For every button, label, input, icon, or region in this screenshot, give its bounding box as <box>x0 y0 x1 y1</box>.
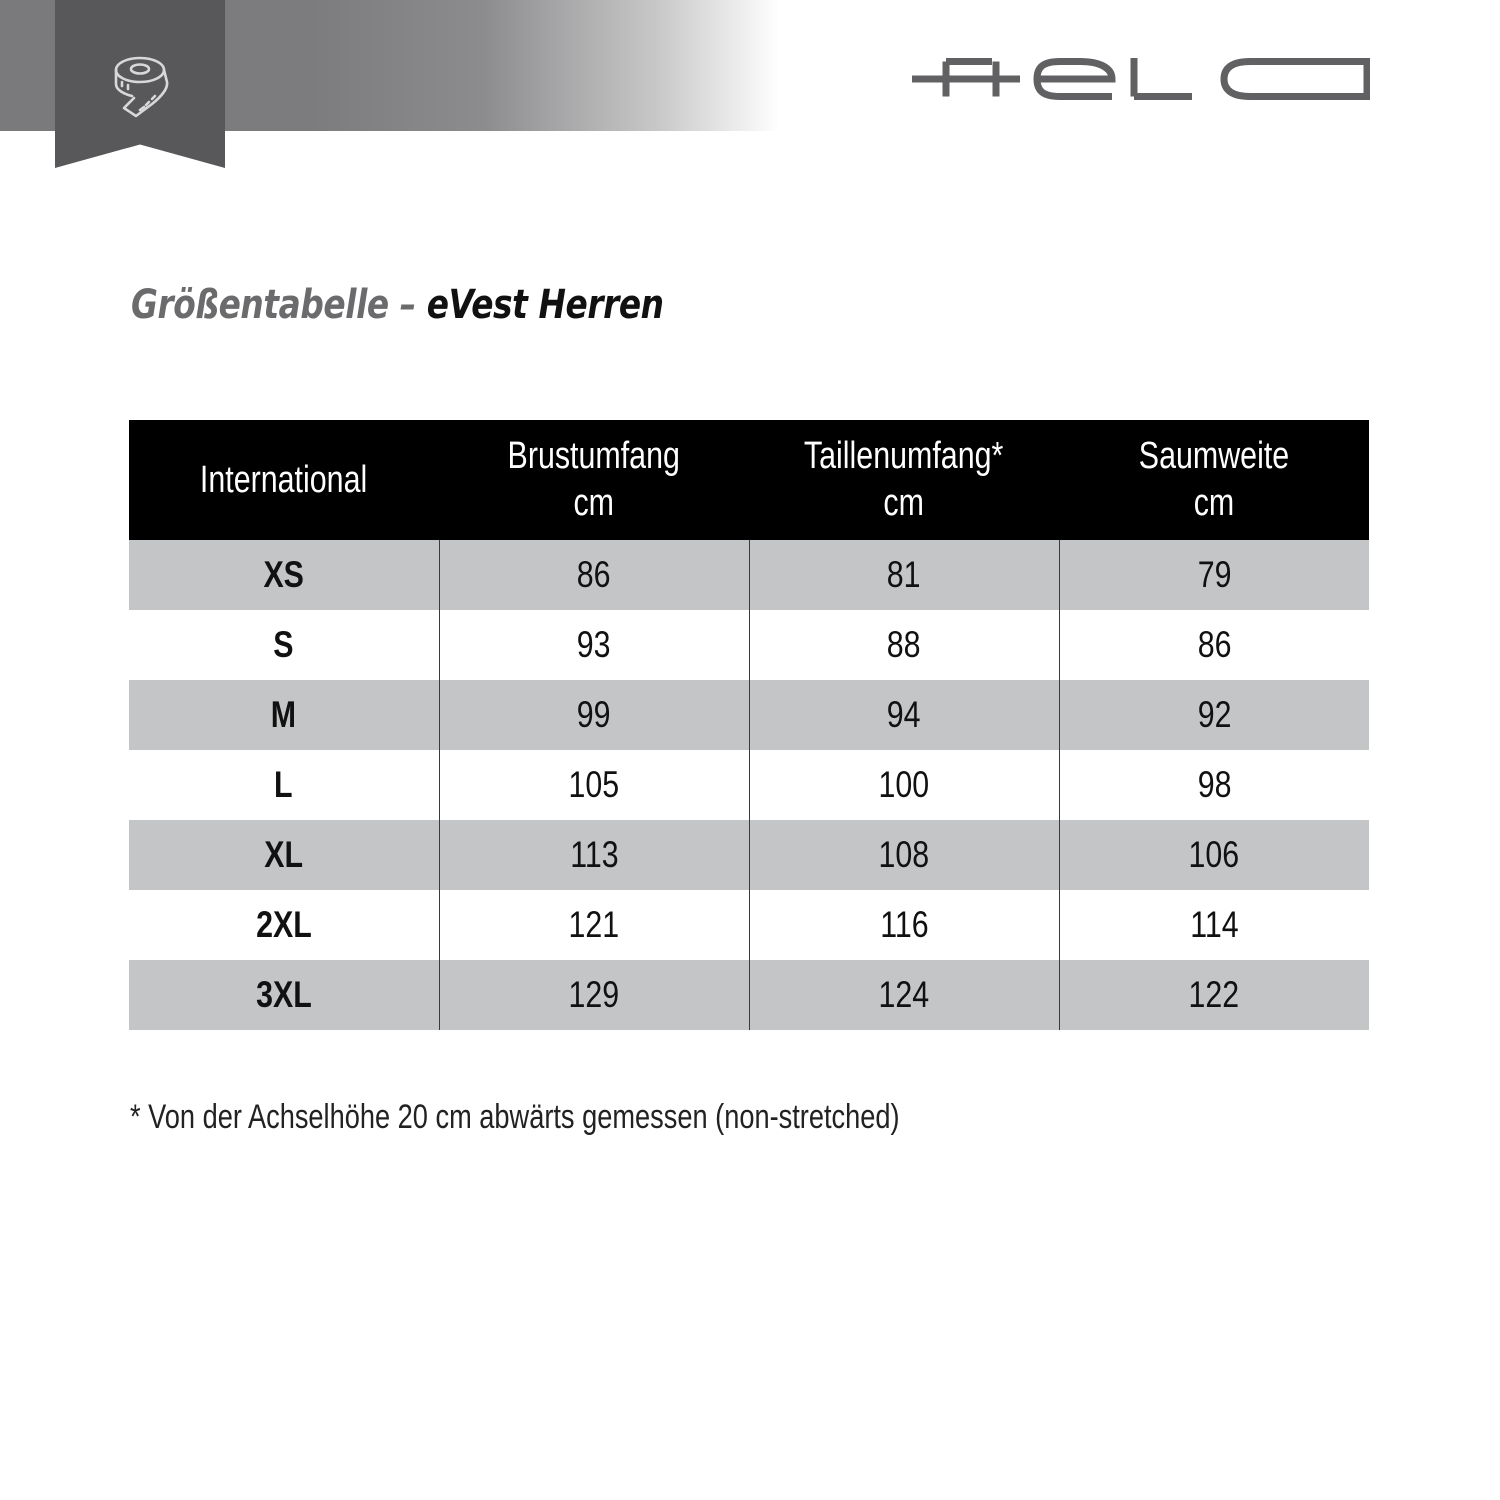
header-brustumfang-unit: cm <box>573 482 615 524</box>
header-taillenumfang-unit: cm <box>883 482 925 524</box>
size-cell: M <box>129 680 439 750</box>
taillenumfang-cell: 81 <box>749 540 1059 610</box>
taillenumfang-cell: 100 <box>749 750 1059 820</box>
brustumfang-cell: 121 <box>439 890 749 960</box>
brustumfang-cell: 99 <box>439 680 749 750</box>
saumweite-cell: 114 <box>1059 890 1369 960</box>
table-row <box>129 890 1369 960</box>
title-prefix: Größentabelle <box>131 282 389 328</box>
taillenumfang-cell: 94 <box>749 680 1059 750</box>
footnote: * Von der Achselhöhe 20 cm abwärts gemessen (non-stretched) <box>130 1098 900 1136</box>
brustumfang-cell: 129 <box>439 960 749 1030</box>
taillenumfang-cell: 116 <box>749 890 1059 960</box>
saumweite-cell: 86 <box>1059 610 1369 680</box>
size-cell: L <box>129 750 439 820</box>
size-cell: XS <box>129 540 439 610</box>
table-row <box>129 750 1369 820</box>
table-row <box>129 540 1369 610</box>
size-cell: 2XL <box>129 890 439 960</box>
saumweite-cell: 92 <box>1059 680 1369 750</box>
table-row <box>129 680 1369 750</box>
brustumfang-cell: 105 <box>439 750 749 820</box>
header-brustumfang <box>439 420 749 540</box>
title-product: eVest Herren <box>426 282 664 328</box>
header-saumweite-unit: cm <box>1193 482 1235 524</box>
header-saumweite-label: Saumweite <box>1138 435 1290 477</box>
size-cell: XL <box>129 820 439 890</box>
size-cell: S <box>129 610 439 680</box>
saumweite-cell: 122 <box>1059 960 1369 1030</box>
table-row <box>129 820 1369 890</box>
header-taillenumfang <box>749 420 1059 540</box>
header-international-label: International <box>200 458 368 501</box>
title-separator: – <box>399 282 416 328</box>
table-row <box>129 960 1369 1030</box>
page-title <box>131 282 664 328</box>
measuring-tape-icon <box>110 52 174 118</box>
header-brustumfang-label: Brustumfang <box>507 435 681 477</box>
header-saumweite <box>1059 420 1369 540</box>
size-chart-table <box>129 420 1369 1030</box>
brustumfang-cell: 93 <box>439 610 749 680</box>
taillenumfang-cell: 88 <box>749 610 1059 680</box>
saumweite-cell: 98 <box>1059 750 1369 820</box>
saumweite-cell: 106 <box>1059 820 1369 890</box>
saumweite-cell: 79 <box>1059 540 1369 610</box>
table-row <box>129 610 1369 680</box>
table-header-row <box>129 420 1369 540</box>
header-international <box>129 420 439 540</box>
held-logo <box>912 58 1370 100</box>
header-taillenumfang-label: Taillenumfang* <box>804 435 1004 477</box>
brustumfang-cell: 86 <box>439 540 749 610</box>
taillenumfang-cell: 108 <box>749 820 1059 890</box>
brustumfang-cell: 113 <box>439 820 749 890</box>
size-cell: 3XL <box>129 960 439 1030</box>
taillenumfang-cell: 124 <box>749 960 1059 1030</box>
